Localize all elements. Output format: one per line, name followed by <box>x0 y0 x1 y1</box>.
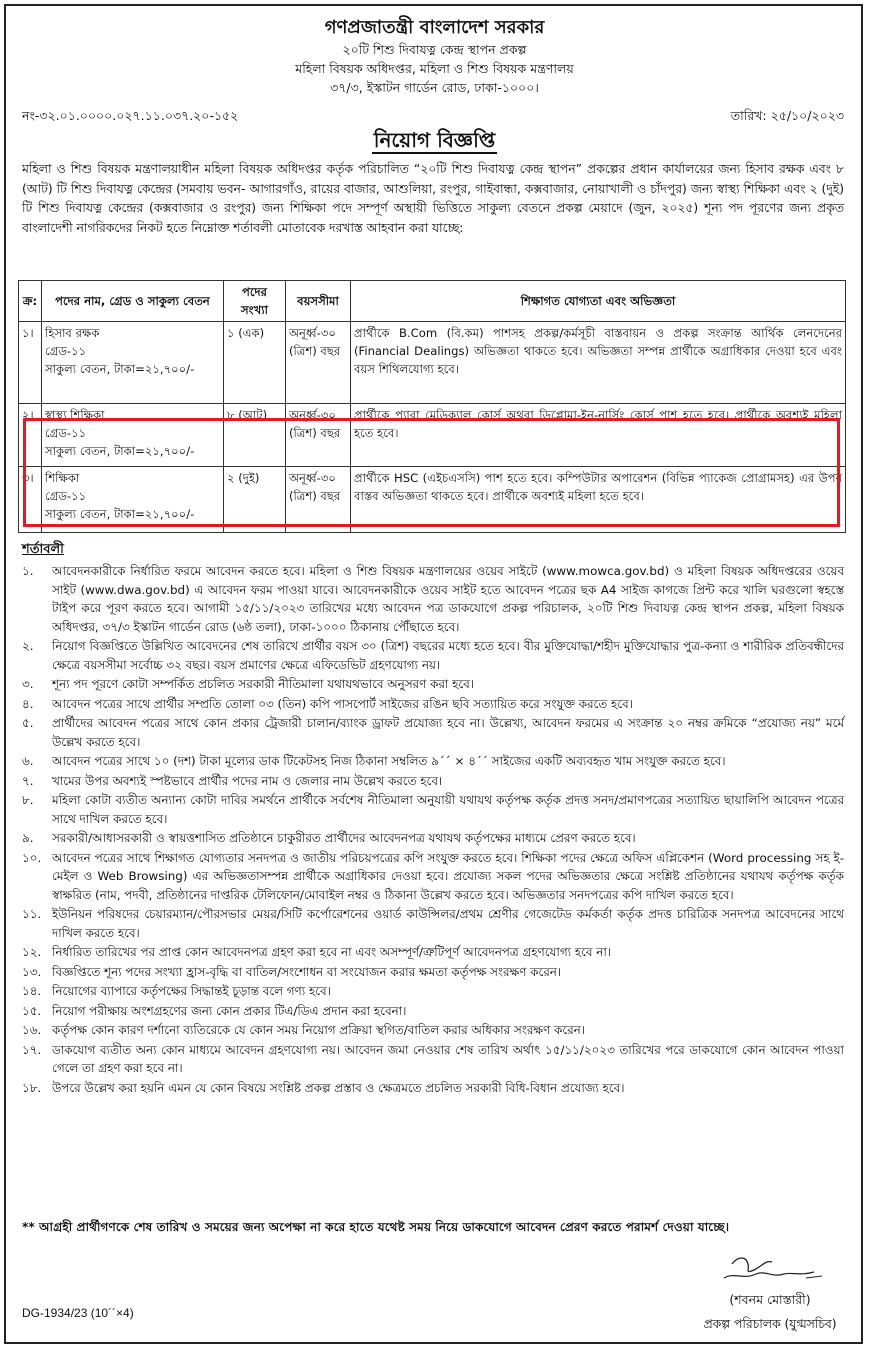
item-text: সরকারী/আধাসরকারী ও স্বায়ত্তশাসিত প্রতিষ্ঠানে চাকুরীরত প্রার্থীদের আবেদনপত্র যথাযথ কর্তৃপক্ষের মাধ্যমে প্রেরণ করতে হবে। <box>52 831 636 845</box>
item-text: আবেদন পত্রের সাথে শিক্ষাগত যোগ্যতার সনদপত্র ও জাতীয় পরিচয়পত্রের কপি সংযুক্ত করতে হবে। শিক্ষিকা পদের ক্ষেত্রে অফিস এপ্লিকেশন (Word processing সহ ই-মেইল ও Web Browsing) এর অভিজ্ঞতাসম্পন্ন প্রার্থীকে অগ্রাধিকার দেওয়া হবে। প্রযোজ্য সকল পদের অভিজ্ঞতার ক্ষেত্রে সংশ্লিষ্ট প্রতিষ্ঠানের যথাযথ কর্তৃপক্ষ কর্তৃক স্বাক্ষরিত (নাম, পদবী, প্রতিষ্ঠানের দাপ্তরিক টেলিফোন/মোবাইল নম্বর ও ঠিকানা উল্লেখ করতে হবে। অভিজ্ঞতার সনদপত্রের কপি দাখিল করতে হবে। <box>52 850 844 902</box>
item-number: ১৬. <box>22 1023 42 1037</box>
item-text: মহিলা কোটা ব্যতীত অন্যান্য কোটা দাবির সমর্থনে প্রার্থীকে সর্বশেষ নীতিমালা অনুযায়ী যথাযথ কর্তৃপক্ষ কর্তৃক প্রদত্ত সনদ/প্রমাণপত্রের সত্যায়িত ছায়ালিপি আবেদন পত্রের সাথে দাখিল করতে হবে। <box>52 793 844 826</box>
row-serial: ১। <box>19 322 42 404</box>
list-item <box>22 849 844 905</box>
list-item <box>22 1041 844 1078</box>
post-name: হিসাব রক্ষক <box>45 326 100 340</box>
item-text: ডাকযোগ ব্যতীত অন্য কোন মাধ্যমে আবেদন গ্রহণযোগ্য নয়। আবেদন জমা নেওয়ার শেষ তারিখ অর্থাৎ ১৫/১১/২০২৩ তারিখের পরে ডাকযোগে কোন আবেদন পাওয়া গেলে তা গ্রহণ করা হবে না। <box>52 1042 844 1075</box>
office-name: মহিলা বিষয়ক অধিদপ্তর, মহিলা ও শিশু বিষয়ক মন্ত্রণালয় <box>295 61 574 76</box>
item-number: ১৮. <box>22 1080 42 1095</box>
item-number: ১১. <box>22 907 42 921</box>
item-number: ৮. <box>22 793 34 807</box>
item-text: আবেদন পত্রের সাথে ১০ (দশ) টাকা মূল্যের ডাক টিকেটসহ নিজ ঠিকানা সম্বলিত ৯´´ × ৪´´ সাইজের একটি অব্যবহৃত খাম সংযুক্ত করতে হবে। <box>52 754 726 768</box>
list-item <box>22 637 844 674</box>
post-name: শিক্ষিকা <box>45 471 80 485</box>
notice-title-text: নিয়োগ বিজ্ঞপ্তি <box>373 128 496 152</box>
post-salary: সাকুল্য বেতন, টাকা=২১,৭০০/- <box>45 362 195 376</box>
item-text: আবেদন পত্রের সাথে প্রার্থীর সম্প্রতি তোলা ০৩ (তিন) কপি পাসপোর্ট সাইজের রঙিন ছবি সত্যায়িত করে সংযুক্ত করতে হবে। <box>52 696 633 711</box>
notice-title <box>0 126 869 159</box>
list-item <box>22 963 844 982</box>
advice-note: ** আগ্রহী প্রার্থীগণকে শেষ তারিখ ও সময়ের জন্য অপেক্ষা না করে হাতে যথেষ্ট সময় নিয়ে ডাকযোগে আবেদন প্রেরণ করতে পরামর্শ দেওয়া যাচ্ছে। <box>22 1220 730 1234</box>
post-grade: গ্রেড-১১ <box>45 344 87 358</box>
row-serial: ২। <box>19 404 42 467</box>
list-item <box>22 695 844 714</box>
col-post: পদের নাম, গ্রেড ও সাকুল্য বেতন <box>42 281 224 322</box>
row-serial: ৩। <box>19 467 42 533</box>
list-item <box>22 752 844 771</box>
item-number: ৯. <box>22 831 34 845</box>
memo-number: নং-৩২.০১.০০০০.০২৭.১১.০৩৭.২০-১৫২ <box>22 108 239 123</box>
list-item <box>22 1021 844 1040</box>
item-text: কর্তৃপক্ষ কোন কারণ দর্শানো ব্যতিরেকে যে কোন সময় নিয়োগ প্রক্রিয়া স্থগিত/বাতিল করার অধিকার সংরক্ষণ করেন। <box>52 1023 586 1037</box>
highlight-box <box>23 418 840 527</box>
item-number: ৫. <box>22 716 34 730</box>
item-text: নিয়োগের ব্যাপারে কর্তৃপক্ষের সিদ্ধান্তই চূড়ান্ত বলে গণ্য হবে। <box>52 984 331 998</box>
list-item <box>22 1079 844 1098</box>
item-number: ১৪. <box>22 984 42 998</box>
item-number: ৩. <box>22 677 34 691</box>
list-item <box>22 905 844 942</box>
reference-row <box>22 108 844 128</box>
row-count: ৮ (আট) <box>224 404 286 467</box>
col-serial: ক্র: <box>19 281 42 322</box>
project-name: ২০টি শিশু দিবাযত্ন কেন্দ্র স্থাপন প্রকল্প <box>342 42 527 57</box>
table-row <box>19 322 846 404</box>
item-number: ৬. <box>22 754 34 768</box>
post-salary: সাকুল্য বেতন, টাকা=২১,৭০০/- <box>45 444 195 458</box>
item-text: শূন্য পদ পূরণে কোটা সম্পর্কিত প্রচলিত সরকারী নীতিমালা যথাযথভাবে অনুসরণ করা হবে। <box>52 677 475 691</box>
list-item <box>22 829 844 848</box>
item-text: খামের উপর অবশ্যই স্পষ্টভাবে প্রার্থীর পদের নাম ও জেলার নাম উল্লেখ করতে হবে। <box>52 773 443 788</box>
row-age: অনূর্ধ্ব-৩০ (ত্রিশ) বছর <box>286 467 351 533</box>
conditions-title: শর্তাবলী <box>22 542 64 557</box>
letterhead <box>0 16 869 97</box>
item-number: ১৭. <box>22 1042 42 1057</box>
row-post <box>42 322 224 404</box>
item-number: ১২. <box>22 945 42 959</box>
row-age: অনূর্ধ্ব-৩০ (ত্রিশ) বছর <box>286 404 351 467</box>
post-grade: গ্রেড-১১ <box>45 489 87 503</box>
list-item <box>22 714 844 751</box>
row-count: ১ (এক) <box>224 322 286 404</box>
list-item <box>22 943 844 962</box>
col-qualification: শিক্ষাগত যোগ্যতা এবং অভিজ্ঞতা <box>351 281 846 322</box>
row-age: অনূর্ধ্ব-৩০ (ত্রিশ) বছর <box>286 322 351 404</box>
item-number: ১. <box>22 564 34 578</box>
item-number: ৭. <box>22 773 34 788</box>
government-name: গণপ্রজাতন্ত্রী বাংলাদেশ সরকার <box>324 17 545 38</box>
signature-block <box>690 1252 850 1336</box>
row-count: ২ (দুই) <box>224 467 286 533</box>
item-text: আবেদনকারীকে নির্ধারিত ফরমে আবেদন করতে হবে। মহিলা ও শিশু বিষয়ক মন্ত্রণালয়ের ওয়েব সাইটে (www.mowca.gov.bd) ও মহিলা বিষয়ক অধিদপ্তরের ওয়েব সাইট (www.dwa.gov.bd) এ আবেদন ফরম পাওয়া যাবে। আবেদনকারীকে ওয়েব সাইট হতে আবেদন পত্রের ছক A4 সাইজ কাগজে প্রিন্ট করে খালি ঘরগুলো স্বহস্তে টাইপ করে পূরণ করতে হবে। আগামী ১৫/১১/২০২৩ তারিখের মধ্যে আবেদন পত্র ডাকযোগে প্রকল্প পরিচালক, ২০টি শিশু দিবাযত্ন কেন্দ্র স্থাপন প্রকল্প, মহিলা বিষয়ক অধিদপ্তর, ৩৭/৩ ইস্কাটন গার্ডেন রোড (৬ষ্ঠ তলা), ঢাকা-১০০০ ঠিকানায় পৌঁছাতে হবে। <box>52 564 844 634</box>
list-item <box>22 772 844 791</box>
item-text: নিয়োগ বিজ্ঞপ্তিতে উল্লিখিত আবেদনের শেষ তারিখে প্রার্থীর বয়স ৩০ (ত্রিশ) বছরের মধ্যে হতে হবে। বীর মুক্তিযোদ্ধা/শহীদ মুক্তিযোদ্ধার পুত্র-কন্যা ও শারীরিক প্রতিবন্ধীদের ক্ষেত্রে বয়সসীমা সর্বোচ্চ ৩২ বছর। বয়স প্রমাণের ক্ষেত্রে এফিডেভিট গ্রহণযোগ্য নয়। <box>52 639 844 672</box>
post-grade: গ্রেড-১১ <box>45 426 87 440</box>
col-age: বয়সসীমা <box>286 281 351 322</box>
list-item <box>22 982 844 1001</box>
row-qualification: প্রার্থীকে HSC (এইচএসসি) পাশ হতে হবে। কম্পিউটার অপারেশন (বিভিন্ন প্যাকেজ প্রোগ্রামসহ) এর উপর বাস্তব অভিজ্ঞতা থাকতে হবে। প্রার্থীকে অবশ্যই মহিলা হতে হবে। <box>351 467 846 533</box>
item-text: বিজ্ঞপ্তিতে শূন্য পদের সংখ্যা হ্রাস-বৃদ্ধি বা বাতিল/সংশোধন বা সংযোজন করার ক্ষমতা কর্তৃপক্ষ সংরক্ষণ করেন। <box>52 964 562 979</box>
list-item <box>22 1002 844 1021</box>
item-text: প্রার্থীদের আবেদন পত্রের সাথে কোন প্রকার ট্রেজারী চালান/ব্যাংক ড্রাফট প্রযোজ্য হবে না। উল্লেখ্য, আবেদন ফরমের এ সংক্রান্ত ২০ নম্বর ক্রমিকে “প্রযোজ্য নয়” মর্মে উল্লেখ করতে হবে। <box>52 716 844 749</box>
signatory-designation: প্রকল্প পরিচালক (যুগ্মসচিব) <box>703 1317 837 1331</box>
item-text: উপরে উল্লেখ করা হয়নি এমন যে কোন বিষয়ে সংশ্লিষ্ট প্রকল্প প্রস্তাব ও ক্ষেত্রমতে প্রচলিত সরকারী বিধি-বিধান প্রযোজ্য হবে। <box>52 1080 625 1095</box>
intro-paragraph: মহিলা ও শিশু বিষয়ক মন্ত্রণালয়াধীন মহিলা বিষয়ক অধিদপ্তর কর্তৃক পরিচালিত “২০টি শিশু দিবাযত্ন কেন্দ্র স্থাপন” প্রকল্পের প্রধান কার্যালয়ের জন্য হিসাব রক্ষক এবং ৮ (আট) টি শিশু দিবাযত্ন কেন্দ্রের (সমবায় ভবন- আগারগাঁও, রায়ের বাজার, আশুলিয়া, রংপুর, গাইবান্ধা, কক্সবাজার, নোয়াখালী ও চাঁদপুর) জন্য স্বাস্থ্য শিক্ষিকা এবং ২ (দুই) টি শিশু দিবাযত্ন কেন্দ্রের (কক্সবাজার ও রংপুর) জন্য শিক্ষিকা পদে সম্পূর্ণ অস্থায়ী ভিত্তিতে সাকুল্য বেতনে প্রকল্প মেয়াদে (জুন, ২০২৫) শূন্য পদ পূরণের জন্য প্রকৃত বাংলাদেশী নাগরিকদের নিকট হতে নিম্নোক্ত শর্তাবলী মোতাবেক দরখাস্ত আহবান করা যাচ্ছে: <box>22 162 844 235</box>
list-item <box>22 791 844 828</box>
signature-scribble-icon <box>710 1252 830 1286</box>
item-text: নিয়োগ পরীক্ষায় অংশগ্রহণের জন্য কোন প্রকার টিএ/ডিএ প্রদান করা হবেনা। <box>52 1003 407 1018</box>
item-number: ১৫. <box>22 1003 42 1018</box>
post-name: স্বাস্থ্য শিক্ষিকা <box>45 408 105 422</box>
office-address: ৩৭/৩, ইস্কাটন গার্ডেন রোড, ঢাকা-১০০০। <box>330 80 539 95</box>
row-qualification: প্রার্থীকে B.Com (বি.কম) পাশসহ প্রকল্প/কর্মসূচী বাস্তবায়ন ও প্রকল্প সংক্রান্ত আর্থিক লেনদেনের (Financial Dealings) অভিজ্ঞতা থাকতে হবে। অভিজ্ঞতা সম্পন্ন প্রার্থীকে অগ্রাধিকার দেওয়া হবে এবং বয়স শিথিলযোগ্য হবে। <box>351 322 846 404</box>
item-number: ২. <box>22 639 34 653</box>
item-number: ১০. <box>22 850 42 865</box>
item-number: ৪. <box>22 696 34 711</box>
signatory-name: (শবনম মোস্তারী) <box>729 1292 811 1307</box>
conditions-list <box>22 562 844 1098</box>
list-item <box>22 562 844 636</box>
list-item <box>22 675 844 694</box>
issue-date: তারিখ: ২৫/১০/২০২৩ <box>730 108 844 123</box>
item-text: নির্ধারিত তারিখের পর প্রাপ্ত কোন আবেদনপত্র গ্রহণ করা হবে না এবং অসম্পূর্ণ/ত্রুটিপূর্ণ আবেদনপত্র গ্রহণযোগ্য হবে না। <box>52 945 612 959</box>
row-qualification: প্রার্থীকে প্যারা মেডিক্যাল কোর্স অথবা ডিপ্লোমা-ইন-নার্সিং কোর্স পাশ হতে হবে। প্রার্থীকে অবশ্যই মহিলা হতে হবে। <box>351 404 846 467</box>
post-salary: সাকুল্য বেতন, টাকা=২১,৭০০/- <box>45 507 195 521</box>
col-count: পদের সংখ্যা <box>224 281 286 322</box>
dg-code: DG-1934/23 (10´´×4) <box>22 1306 134 1320</box>
item-number: ১৩. <box>22 964 42 979</box>
item-text: ইউনিয়ন পরিষদের চেয়ারম্যান/পৌরসভার মেয়র/সিটি কর্পোরেশনের ওয়ার্ড কাউন্সিলর/প্রথম শ্রেণীর গেজেটেড কর্মকর্তা কর্তৃক প্রদত্ত চারিত্রিক সনদপত্র আবেদনের সাথে দাখিল করতে হবে। <box>52 907 844 940</box>
table-header-row <box>19 281 846 322</box>
